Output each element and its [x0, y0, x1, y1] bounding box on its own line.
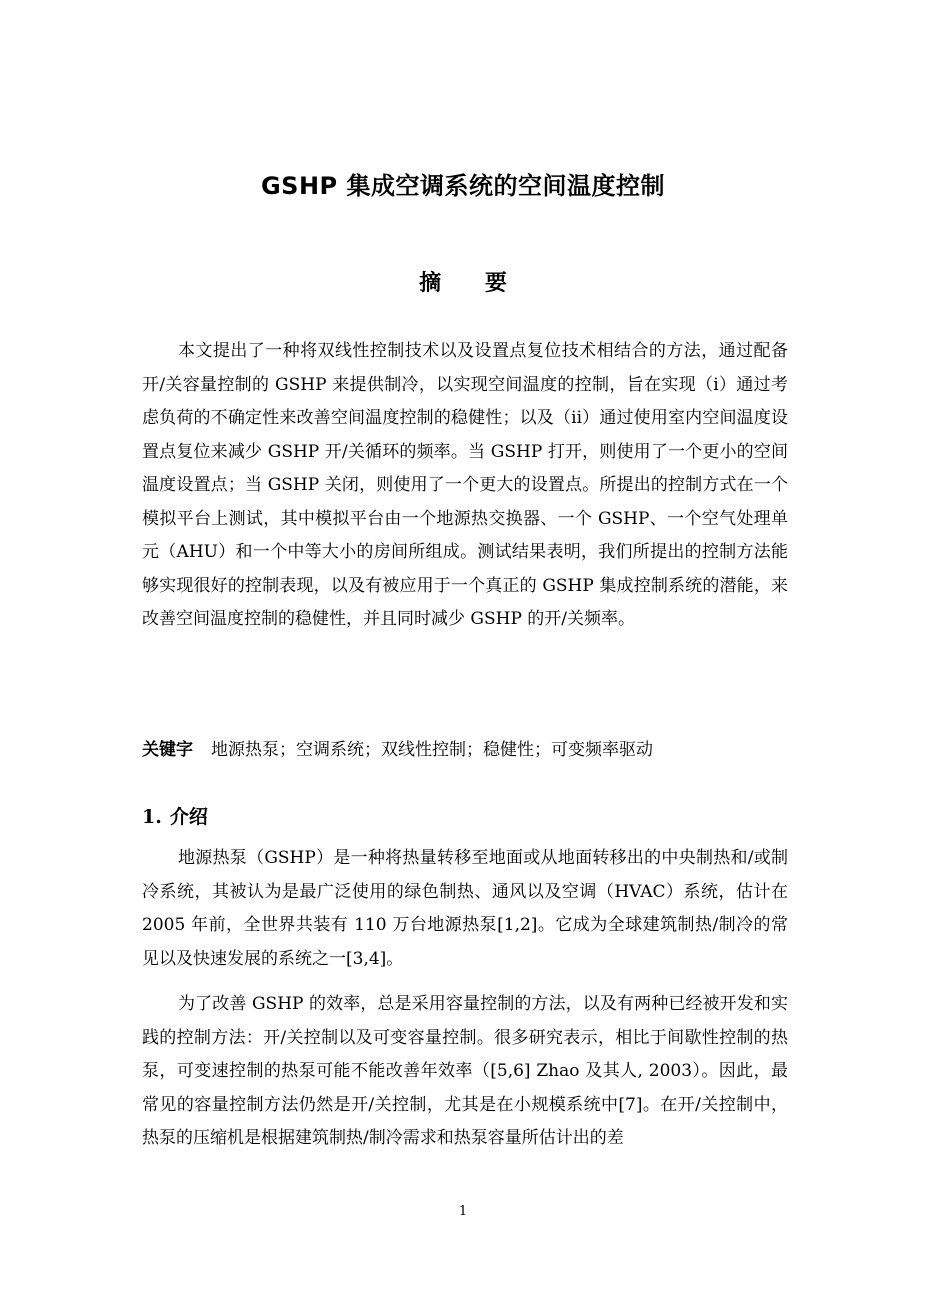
page-number: 1: [458, 1204, 468, 1219]
intro-paragraph-1: 地源热泵（GSHP）是一种将热量转移至地面或从地面转移出的中央制热和/或制冷系统，其被认为是最广泛使用的绿色制热、通风以及空调（HVAC）系统，估计在 2005 年前，全世界共装有 110 万台地源热泵[1,2]。它成为全球建筑制热/制冷的常见以及快速发展的系统之一[3,4]。: [142, 848, 788, 969]
section-title: 介绍: [169, 806, 208, 828]
keywords-text: 地源热泵；空调系统；双线性控制；稳健性；可变频率驱动: [211, 740, 653, 760]
section-heading: [142, 800, 208, 834]
keywords-line: [142, 735, 788, 765]
paper-title: GSHP 集成空调系统的空间温度控制: [260, 172, 665, 200]
keywords-label: 关键字: [142, 740, 193, 760]
intro-paragraph-2: 为了改善 GSHP 的效率，总是采用容量控制的方法，以及有两种已经被开发和实践的控制方法：开/关控制以及可变容量控制。很多研究表示，相比于间歇性控制的热泵，可变速控制的热泵可能不能改善年效率（[5,6] Zhao 及其人, 2003）。因此，最常见的容量控制方法仍然是开/关控制，尤其是在小规模系统中[7]。在开/关控制中，热泵的压缩机是根据建筑制热/制冷需求和热泵容量所估计出的差: [142, 994, 788, 1148]
abstract-heading: 摘 要: [419, 271, 525, 296]
section-number: 1.: [142, 806, 162, 828]
abstract-body: 本文提出了一种将双线性控制技术以及设置点复位技术相结合的方法，通过配备开/关容量控制的 GSHP 来提供制冷，以实现空间温度的控制，旨在实现（i）通过考虑负荷的不确定性来改善空间温度控制的稳健性；以及（ii）通过使用室内空间温度设置点复位来减少 GSHP 开/关循环的频率。当 GSHP 打开，则使用了一个更小的空间温度设置点；当 GSHP 关闭，则使用了一个更大的设置点。所提出的控制方式在一个模拟平台上测试，其中模拟平台由一个地源热交换器、一个 GSHP、一个空气处理单元（AHU）和一个中等大小的房间所组成。测试结果表明，我们所提出的控制方法能够实现很好的控制表现，以及有被应用于一个真正的 GSHP 集成控制系统的潜能，来改善空间温度控制的稳健性，并且同时减少 GSHP 的开/关频率。: [142, 341, 788, 629]
